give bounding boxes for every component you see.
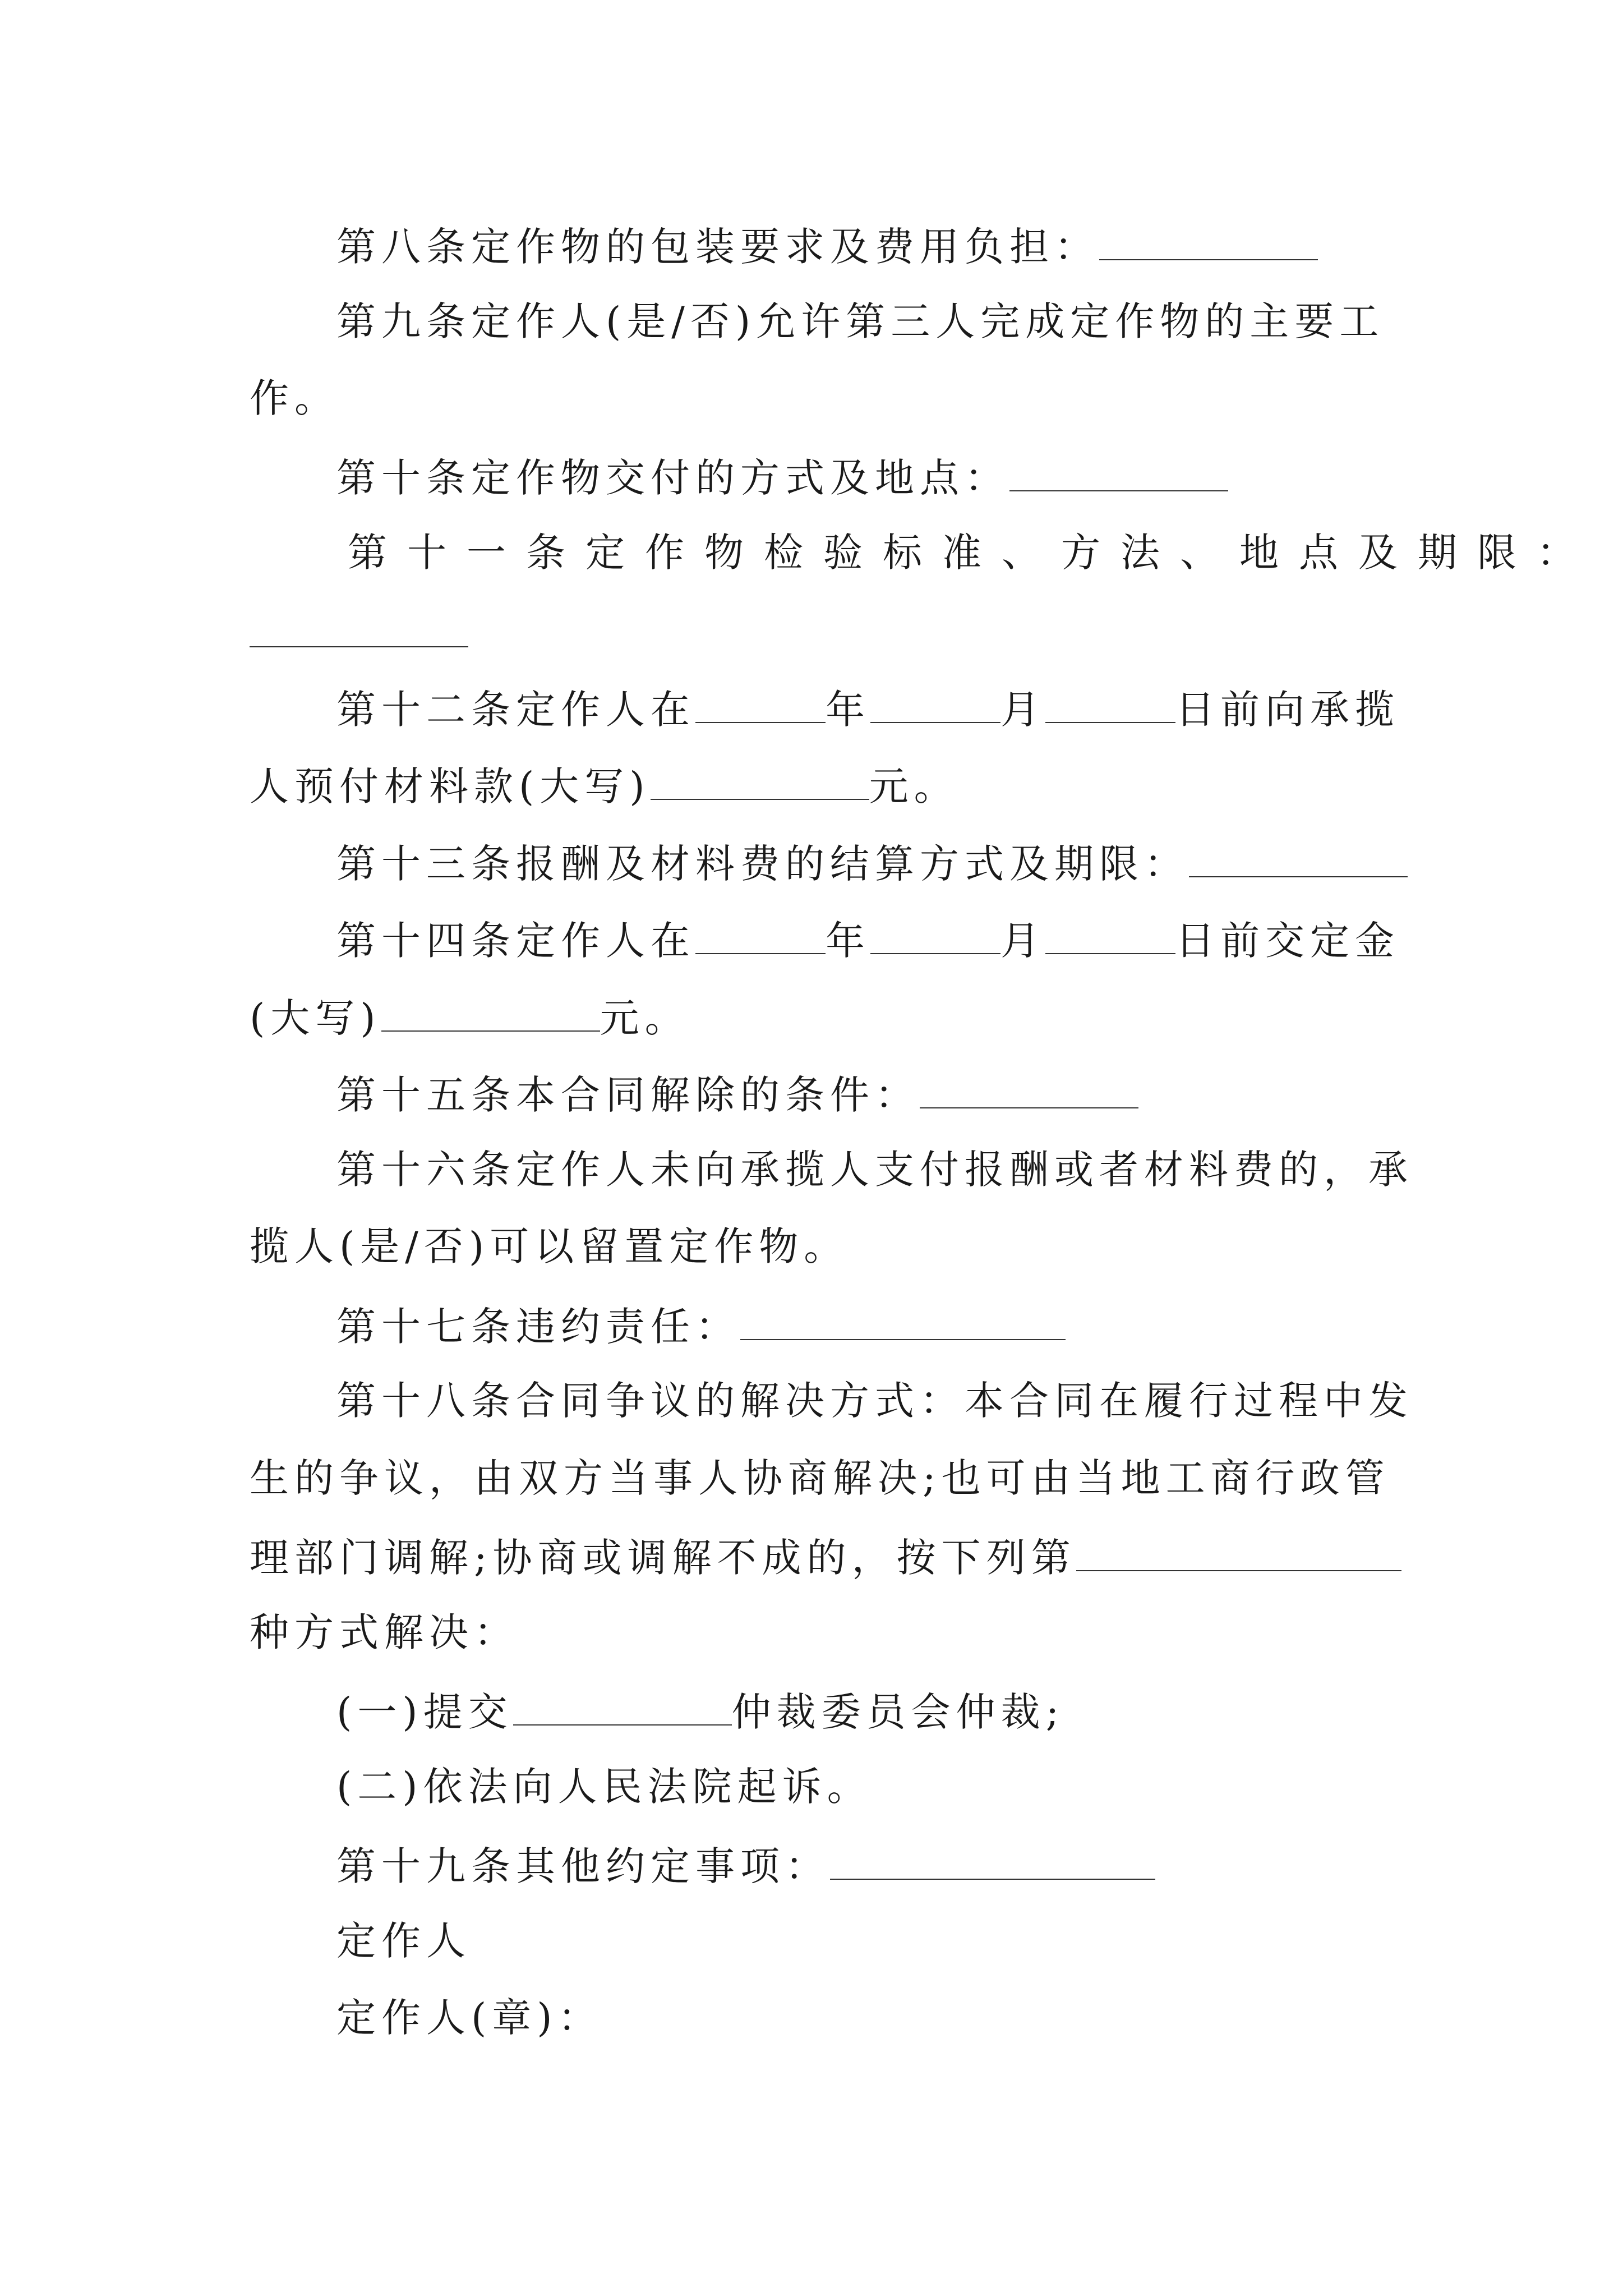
clause-10-blank[interactable]: [1009, 455, 1228, 491]
clause-18-line-3: [250, 1535, 1401, 1581]
clause-14-day-label: 日前交定金: [1175, 918, 1400, 964]
signature-seal: [336, 1995, 603, 2041]
clause-12-day-label: 日前向承揽: [1175, 687, 1400, 733]
clause-18-text-2: 生的争议，由双方当事人协商解决;也可由当地工商行政管: [250, 1455, 1390, 1501]
clause-14-month-label: 月: [1000, 918, 1045, 964]
clause-19-text: 第十九条其他约定事项：: [336, 1843, 830, 1889]
clause-18-text-1: 第十八条合同争议的解决方式：本合同在履行过程中发: [336, 1378, 1413, 1424]
signature-party: [336, 1918, 471, 1964]
clause-19: [336, 1843, 1155, 1889]
clause-16-text-1: 第十六条定作人未向承揽人支付报酬或者材料费的，承: [336, 1147, 1413, 1193]
clause-15: [336, 1072, 1138, 1118]
clause-15-text: 第十五条本合同解除的条件：: [336, 1072, 920, 1118]
clause-16-line-2: [250, 1223, 849, 1269]
clause-12-month-blank[interactable]: [870, 687, 1000, 723]
clause-15-blank[interactable]: [920, 1073, 1138, 1108]
signature-seal-label: 定作人(章)：: [336, 1995, 603, 2041]
clause-18-line-4: [250, 1609, 519, 1655]
clause-18-line-2: [250, 1455, 1390, 1501]
clause-14-deposit-text: (大写): [250, 995, 381, 1041]
clause-14-year-blank[interactable]: [695, 918, 826, 954]
option-1-text: (一)提交: [336, 1689, 513, 1735]
clause-8-text: 第八条定作物的包装要求及费用负担：: [336, 224, 1099, 270]
clause-12-year-label: 年: [826, 687, 870, 733]
clause-14-day-blank[interactable]: [1045, 918, 1175, 954]
clause-16-text-2: 揽人(是/否)可以留置定作物。: [250, 1223, 849, 1269]
clause-11-blank[interactable]: [250, 611, 468, 647]
signature-party-label: 定作人: [336, 1918, 471, 1964]
clause-14-line-2: [250, 995, 690, 1041]
clause-9-text-2: 作。: [250, 375, 339, 421]
clause-9-text-1: 第九条定作人(是/否)允许第三人完成定作物的主要工: [336, 298, 1385, 344]
clause-18-option-blank[interactable]: [1076, 1535, 1401, 1571]
clause-18-line-1: [336, 1378, 1413, 1424]
clause-12-amount-blank[interactable]: [651, 764, 869, 800]
option-1-suffix: 仲裁委员会仲裁;: [731, 1689, 1065, 1735]
arbitration-body-blank[interactable]: [513, 1690, 732, 1726]
clause-17-text: 第十七条违约责任：: [336, 1304, 740, 1350]
clause-12-advance-text: 人预付材料款(大写): [250, 763, 651, 809]
clause-18-option-2: [336, 1764, 872, 1810]
clause-14-year-label: 年: [826, 918, 870, 964]
clause-10-text: 第十条定作物交付的方式及地点：: [336, 455, 1009, 501]
clause-18-option-1: [336, 1689, 1065, 1735]
clause-12-unit: 元。: [869, 763, 959, 809]
clause-12-text: 第十二条定作人在: [336, 687, 695, 733]
clause-17: [336, 1304, 1066, 1350]
clause-14-unit: 元。: [600, 995, 690, 1041]
clause-17-blank[interactable]: [740, 1304, 1066, 1340]
clause-9-line-2: [250, 375, 339, 421]
clause-12-line-1: [336, 687, 1400, 733]
clause-19-blank[interactable]: [830, 1844, 1155, 1880]
clause-10: [336, 455, 1228, 501]
clause-13: [336, 841, 1408, 887]
clause-12-year-blank[interactable]: [695, 687, 826, 723]
clause-12-line-2: [250, 763, 959, 809]
clause-14-amount-blank[interactable]: [381, 996, 600, 1032]
clause-18-text-4: 种方式解决：: [250, 1609, 519, 1655]
clause-9-line-1: [336, 298, 1385, 344]
clause-11-text: 第十一条定作物检验标准、方法、地点及期限：: [348, 530, 1596, 576]
clause-16-line-1: [336, 1147, 1413, 1193]
clause-8-blank[interactable]: [1099, 224, 1318, 260]
clause-12-day-blank[interactable]: [1045, 687, 1175, 723]
clause-13-text: 第十三条报酬及材料费的结算方式及期限：: [336, 841, 1189, 887]
clause-14-line-1: [336, 918, 1400, 964]
clause-11-line-1: [348, 530, 1596, 576]
clause-11-line-2: [250, 611, 468, 654]
clause-14-month-blank[interactable]: [870, 918, 1000, 954]
clause-14-text: 第十四条定作人在: [336, 918, 695, 964]
clause-12-month-label: 月: [1000, 687, 1045, 733]
clause-8: [336, 224, 1318, 270]
clause-18-text-3: 理部门调解;协商或调解不成的，按下列第: [250, 1535, 1076, 1581]
clause-13-blank[interactable]: [1189, 841, 1408, 877]
option-2-text: (二)依法向人民法院起诉。: [336, 1764, 872, 1810]
